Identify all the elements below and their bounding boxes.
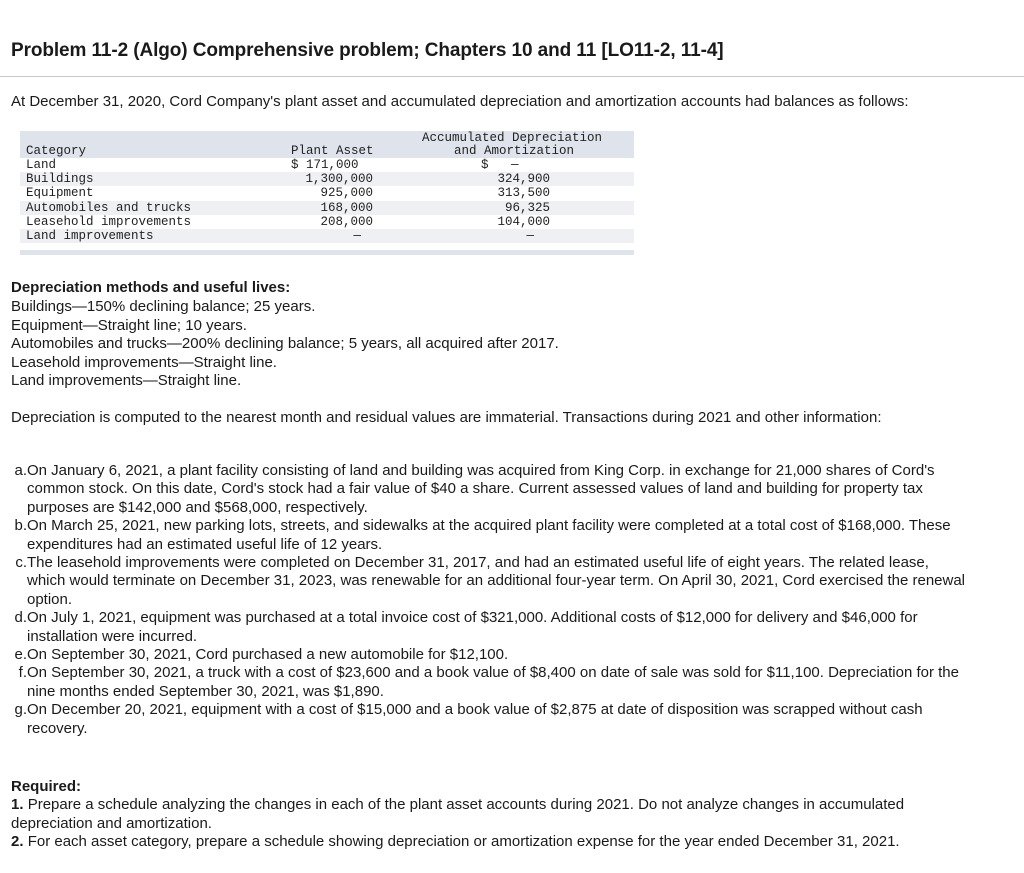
row-plant-asset: 925,000 xyxy=(320,186,373,201)
list-item xyxy=(10,517,970,554)
item-text: On January 6, 2021, a plant facility consisting of land and building was acquired from King Corp. in exchange for 21,000 shares of Cord's common stock. On this date, Cord's stock had a fair value of $40 a share. Current assessed values of land and building for property tax purposes are $142,000 and $568,000, respectively. xyxy=(27,462,935,516)
list-item xyxy=(10,664,970,701)
header-accum-line2: and Amortization xyxy=(454,144,575,158)
table-row xyxy=(20,172,634,186)
method-line: Leasehold improvements—Straight line. xyxy=(11,354,277,371)
method-line: Buildings—150% declining balance; 25 years. xyxy=(11,298,316,315)
method-line: Land improvements—Straight line. xyxy=(11,372,242,389)
row-category: Leasehold improvements xyxy=(26,214,192,229)
list-item xyxy=(10,646,970,664)
table-row xyxy=(20,201,634,215)
required-item-text: Prepare a schedule analyzing the changes in each of the plant asset accounts during 2021. Do not analyze changes in accumulated depreciation and amortization. xyxy=(11,796,905,832)
row-plant-asset: 168,000 xyxy=(320,200,373,215)
row-category: Land xyxy=(26,158,57,172)
required-item-text: For each asset category, prepare a schedule showing depreciation or amortization expense for the year ended December 31, 2021. xyxy=(27,833,900,851)
row-category: Buildings xyxy=(26,172,94,187)
balances-table xyxy=(20,131,634,255)
computation-note: Depreciation is computed to the nearest month and residual values are immaterial. Transactions during 2021 and other information: xyxy=(11,409,882,426)
header-category: Category xyxy=(26,144,87,158)
item-label: a. xyxy=(14,462,27,479)
table-row xyxy=(20,229,634,243)
row-accum: $ — xyxy=(481,158,519,172)
list-item xyxy=(10,554,970,609)
row-plant-asset: 1,300,000 xyxy=(305,172,373,187)
row-accum: 96,325 xyxy=(504,200,550,215)
table-row xyxy=(20,158,634,172)
row-plant-asset: $ 171,000 xyxy=(291,158,359,172)
required-item xyxy=(11,833,971,851)
item-label: b. xyxy=(14,517,27,535)
item-text: The leasehold improvements were completed on December 31, 2017, and had an estimated useful life of eight years. The related lease, which would terminate on December 31, 2023, was renewable for an additional four-year term. On April 30, 2021, Cord exercised the renewal option. xyxy=(27,554,966,608)
required-item-label: 1. xyxy=(11,796,24,814)
row-category: Land improvements xyxy=(26,228,154,243)
header-plant-asset: Plant Asset xyxy=(291,144,374,158)
header-accum-line1: Accumulated Depreciation xyxy=(422,131,603,145)
list-item xyxy=(10,609,970,646)
row-accum: — xyxy=(526,228,534,243)
intro-paragraph: At December 31, 2020, Cord Company's plant asset and accumulated depreciation and amortization accounts had balances as follows: xyxy=(11,93,909,110)
item-label: d. xyxy=(14,609,27,627)
row-accum: 313,500 xyxy=(497,186,550,201)
row-accum: 104,000 xyxy=(497,214,550,229)
required-item-label: 2. xyxy=(11,833,24,851)
item-label: g. xyxy=(14,701,27,719)
item-text: On September 30, 2021, Cord purchased a new automobile for $12,100. xyxy=(27,646,509,664)
required-heading: Required: xyxy=(11,778,82,795)
list-item xyxy=(10,701,970,738)
item-text: On September 30, 2021, a truck with a cost of $23,600 and a book value of $8,400 on date of sale was sold for $11,100. Depreciation for the nine months ended September 30, 2021, was $1,890. xyxy=(27,664,959,700)
item-text: On March 25, 2021, new parking lots, streets, and sidewalks at the acquired plant facility were completed at a total cost of $168,000. These expenditures had an estimated useful life of 12 years. xyxy=(27,517,951,553)
row-accum: 324,900 xyxy=(497,172,550,187)
method-line: Automobiles and trucks—200% declining balance; 5 years, all acquired after 2017. xyxy=(11,335,559,352)
row-category: Equipment xyxy=(26,186,94,201)
item-text: On December 20, 2021, equipment with a cost of $15,000 and a book value of $2,875 at date of disposition was scrapped without cash recovery. xyxy=(27,701,923,737)
row-plant-asset: — xyxy=(353,228,361,243)
list-item xyxy=(10,462,970,517)
item-label: c. xyxy=(15,554,27,572)
table-header xyxy=(20,131,634,158)
required-item xyxy=(11,796,971,833)
table-row xyxy=(20,186,634,200)
required-section xyxy=(11,778,971,852)
methods-heading: Depreciation methods and useful lives: xyxy=(11,279,291,296)
table-bottom-rule xyxy=(20,250,634,255)
method-line: Equipment—Straight line; 10 years. xyxy=(11,317,247,334)
transactions-list xyxy=(10,462,970,738)
item-label: f. xyxy=(18,664,27,682)
item-label: e. xyxy=(14,646,27,664)
row-category: Automobiles and trucks xyxy=(26,200,192,215)
table-row xyxy=(20,215,634,229)
title-divider xyxy=(0,76,1024,77)
item-text: On July 1, 2021, equipment was purchased at a total invoice cost of $321,000. Additional costs of $12,000 for delivery and $46,000 for installation were incurred. xyxy=(27,609,918,645)
problem-title: Problem 11-2 (Algo) Comprehensive problem; Chapters 10 and 11 [LO11-2, 11-4] xyxy=(11,40,724,61)
row-plant-asset: 208,000 xyxy=(320,214,373,229)
